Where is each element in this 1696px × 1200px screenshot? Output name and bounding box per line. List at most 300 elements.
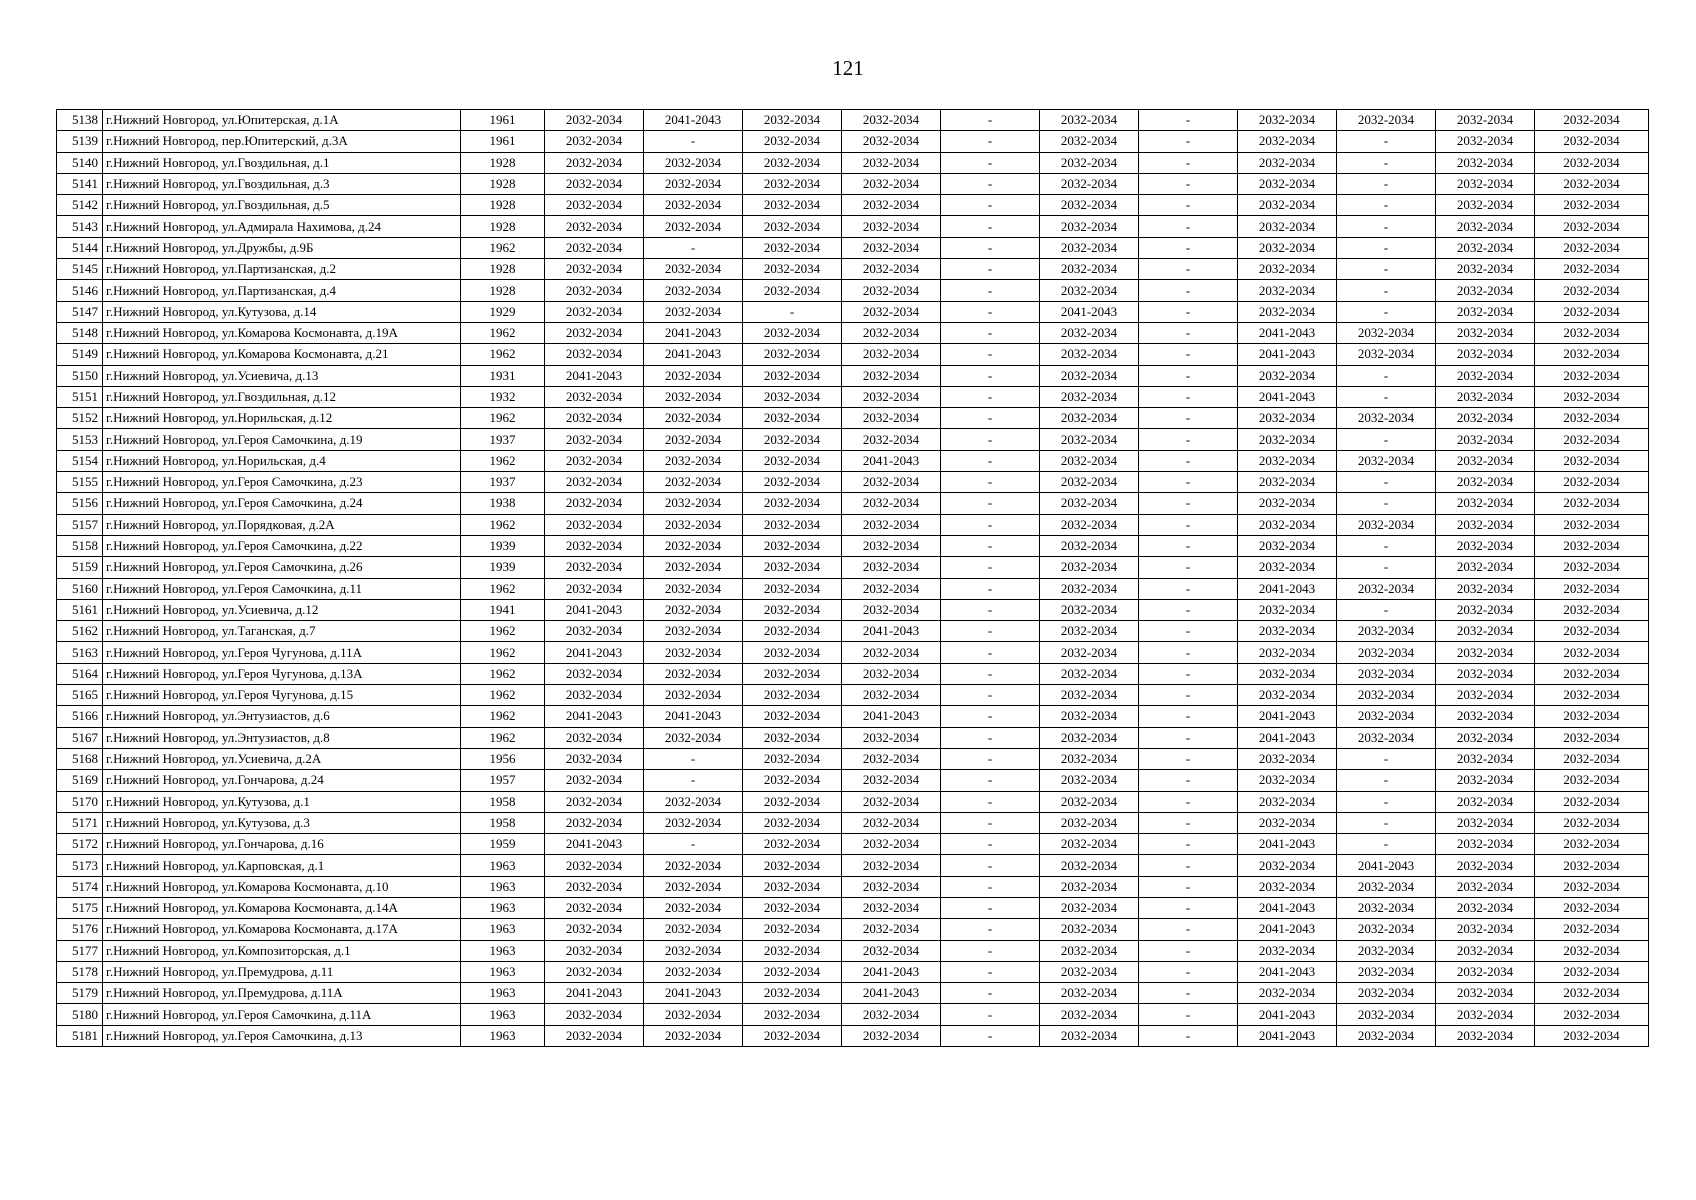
work-period-11: 2032-2034: [1535, 472, 1649, 493]
address-cell: г.Нижний Новгород, ул.Усиевича, д.12: [103, 599, 461, 620]
year-cell: 1956: [461, 748, 545, 769]
work-period-2: 2041-2043: [644, 706, 743, 727]
address-cell: г.Нижний Новгород, ул.Дружбы, д.9Б: [103, 237, 461, 258]
work-period-2: 2032-2034: [644, 493, 743, 514]
work-period-6: 2032-2034: [1040, 450, 1139, 471]
work-period-8: 2032-2034: [1238, 429, 1337, 450]
work-period-9: -: [1337, 131, 1436, 152]
work-period-11: 2032-2034: [1535, 578, 1649, 599]
work-period-4: 2032-2034: [842, 791, 941, 812]
work-period-5: -: [941, 961, 1040, 982]
year-cell: 1961: [461, 110, 545, 131]
work-period-10: 2032-2034: [1436, 195, 1535, 216]
work-period-5: -: [941, 259, 1040, 280]
row-number: 5138: [57, 110, 103, 131]
year-cell: 1928: [461, 280, 545, 301]
work-period-4: 2032-2034: [842, 1025, 941, 1046]
work-period-5: -: [941, 237, 1040, 258]
work-period-7: -: [1139, 322, 1238, 343]
work-period-3: 2032-2034: [743, 983, 842, 1004]
work-period-6: 2032-2034: [1040, 621, 1139, 642]
work-period-10: 2032-2034: [1436, 1025, 1535, 1046]
table-row: [57, 1004, 1649, 1025]
work-period-4: 2041-2043: [842, 621, 941, 642]
work-period-2: 2032-2034: [644, 386, 743, 407]
work-period-2: -: [644, 770, 743, 791]
work-period-11: 2032-2034: [1535, 834, 1649, 855]
work-period-4: 2041-2043: [842, 961, 941, 982]
table-row: [57, 472, 1649, 493]
work-period-3: 2032-2034: [743, 1004, 842, 1025]
work-period-4: 2032-2034: [842, 173, 941, 194]
work-period-6: 2032-2034: [1040, 961, 1139, 982]
work-period-1: 2032-2034: [545, 557, 644, 578]
work-period-6: 2032-2034: [1040, 152, 1139, 173]
work-period-7: -: [1139, 599, 1238, 620]
address-cell: г.Нижний Новгород, ул.Героя Самочкина, д.24: [103, 493, 461, 514]
address-cell: г.Нижний Новгород, ул.Комарова Космонавта, д.14А: [103, 897, 461, 918]
address-cell: г.Нижний Новгород, ул.Героя Самочкина, д.19: [103, 429, 461, 450]
work-period-9: 2032-2034: [1337, 876, 1436, 897]
work-period-2: 2032-2034: [644, 259, 743, 280]
work-period-7: -: [1139, 152, 1238, 173]
work-period-6: 2032-2034: [1040, 599, 1139, 620]
work-period-3: 2032-2034: [743, 685, 842, 706]
work-period-11: 2032-2034: [1535, 386, 1649, 407]
work-period-8: 2032-2034: [1238, 408, 1337, 429]
work-period-1: 2032-2034: [545, 663, 644, 684]
address-cell: г.Нижний Новгород, ул.Героя Самочкина, д.11: [103, 578, 461, 599]
work-period-11: 2032-2034: [1535, 152, 1649, 173]
year-cell: 1963: [461, 876, 545, 897]
work-period-2: 2041-2043: [644, 322, 743, 343]
work-period-7: -: [1139, 557, 1238, 578]
page-number: 121: [832, 56, 864, 80]
work-period-5: -: [941, 876, 1040, 897]
address-cell: г.Нижний Новгород, ул.Усиевича, д.13: [103, 365, 461, 386]
work-period-1: 2032-2034: [545, 173, 644, 194]
address-cell: г.Нижний Новгород, ул.Кутузова, д.3: [103, 812, 461, 833]
table-row: [57, 897, 1649, 918]
work-period-6: 2032-2034: [1040, 685, 1139, 706]
work-period-11: 2032-2034: [1535, 216, 1649, 237]
year-cell: 1963: [461, 1004, 545, 1025]
row-number: 5180: [57, 1004, 103, 1025]
table-row: [57, 834, 1649, 855]
work-period-7: -: [1139, 259, 1238, 280]
work-period-7: -: [1139, 1004, 1238, 1025]
address-cell: г.Нижний Новгород, ул.Юпитерская, д.1А: [103, 110, 461, 131]
work-period-10: 2032-2034: [1436, 621, 1535, 642]
year-cell: 1958: [461, 791, 545, 812]
year-cell: 1962: [461, 578, 545, 599]
work-period-8: 2032-2034: [1238, 599, 1337, 620]
table-row: [57, 280, 1649, 301]
work-period-9: -: [1337, 152, 1436, 173]
row-number: 5173: [57, 855, 103, 876]
work-period-7: -: [1139, 131, 1238, 152]
work-period-7: -: [1139, 855, 1238, 876]
row-number: 5152: [57, 408, 103, 429]
work-period-6: 2032-2034: [1040, 237, 1139, 258]
work-period-7: -: [1139, 493, 1238, 514]
work-period-3: 2032-2034: [743, 472, 842, 493]
work-period-5: -: [941, 535, 1040, 556]
work-period-6: 2032-2034: [1040, 983, 1139, 1004]
work-period-9: -: [1337, 195, 1436, 216]
work-period-10: 2032-2034: [1436, 876, 1535, 897]
work-period-8: 2032-2034: [1238, 514, 1337, 535]
work-period-6: 2032-2034: [1040, 173, 1139, 194]
work-period-5: -: [941, 770, 1040, 791]
work-period-8: 2032-2034: [1238, 131, 1337, 152]
work-period-8: 2041-2043: [1238, 919, 1337, 940]
work-period-2: 2032-2034: [644, 685, 743, 706]
work-period-7: -: [1139, 706, 1238, 727]
work-period-7: -: [1139, 195, 1238, 216]
work-period-8: 2032-2034: [1238, 450, 1337, 471]
row-number: 5153: [57, 429, 103, 450]
work-period-7: -: [1139, 834, 1238, 855]
address-cell: г.Нижний Новгород, ул.Таганская, д.7: [103, 621, 461, 642]
work-period-4: 2032-2034: [842, 259, 941, 280]
work-period-4: 2032-2034: [842, 344, 941, 365]
work-period-4: 2032-2034: [842, 535, 941, 556]
row-number: 5167: [57, 727, 103, 748]
work-period-9: 2032-2034: [1337, 961, 1436, 982]
table-row: [57, 919, 1649, 940]
work-period-4: 2032-2034: [842, 493, 941, 514]
work-period-2: 2032-2034: [644, 280, 743, 301]
work-period-5: -: [941, 855, 1040, 876]
year-cell: 1963: [461, 961, 545, 982]
work-period-3: 2032-2034: [743, 237, 842, 258]
work-period-5: -: [941, 450, 1040, 471]
year-cell: 1959: [461, 834, 545, 855]
work-period-9: -: [1337, 812, 1436, 833]
work-period-11: 2032-2034: [1535, 1025, 1649, 1046]
work-period-9: 2032-2034: [1337, 621, 1436, 642]
work-period-1: 2032-2034: [545, 770, 644, 791]
work-period-4: 2032-2034: [842, 663, 941, 684]
work-period-1: 2032-2034: [545, 152, 644, 173]
work-period-3: 2032-2034: [743, 344, 842, 365]
table-row: [57, 578, 1649, 599]
work-period-1: 2032-2034: [545, 131, 644, 152]
work-period-1: 2032-2034: [545, 535, 644, 556]
work-period-3: 2032-2034: [743, 110, 842, 131]
work-period-4: 2041-2043: [842, 450, 941, 471]
address-cell: г.Нижний Новгород, ул.Кутузова, д.1: [103, 791, 461, 812]
work-period-11: 2032-2034: [1535, 195, 1649, 216]
row-number: 5181: [57, 1025, 103, 1046]
work-period-11: 2032-2034: [1535, 301, 1649, 322]
work-period-8: 2041-2043: [1238, 706, 1337, 727]
work-period-8: 2032-2034: [1238, 301, 1337, 322]
work-period-8: 2032-2034: [1238, 791, 1337, 812]
work-period-9: 2032-2034: [1337, 642, 1436, 663]
work-period-1: 2032-2034: [545, 280, 644, 301]
table-row: [57, 237, 1649, 258]
table-row: [57, 855, 1649, 876]
work-period-5: -: [941, 365, 1040, 386]
row-number: 5159: [57, 557, 103, 578]
address-cell: г.Нижний Новгород, ул.Комарова Космонавта, д.19А: [103, 322, 461, 343]
work-period-5: -: [941, 110, 1040, 131]
work-period-1: 2032-2034: [545, 259, 644, 280]
work-period-2: 2032-2034: [644, 301, 743, 322]
work-period-6: 2032-2034: [1040, 216, 1139, 237]
work-period-1: 2032-2034: [545, 876, 644, 897]
work-period-5: -: [941, 152, 1040, 173]
work-period-5: -: [941, 599, 1040, 620]
work-period-11: 2032-2034: [1535, 940, 1649, 961]
table-row: [57, 301, 1649, 322]
work-period-9: -: [1337, 791, 1436, 812]
work-period-4: 2032-2034: [842, 727, 941, 748]
work-period-7: -: [1139, 940, 1238, 961]
work-period-9: 2032-2034: [1337, 940, 1436, 961]
work-period-2: -: [644, 834, 743, 855]
work-period-2: 2032-2034: [644, 791, 743, 812]
table-row: [57, 663, 1649, 684]
work-period-8: 2041-2043: [1238, 386, 1337, 407]
work-period-9: 2032-2034: [1337, 1004, 1436, 1025]
work-period-9: -: [1337, 301, 1436, 322]
work-period-3: 2032-2034: [743, 642, 842, 663]
work-period-2: 2032-2034: [644, 173, 743, 194]
work-period-9: 2032-2034: [1337, 727, 1436, 748]
address-cell: г.Нижний Новгород, пер.Юпитерский, д.3А: [103, 131, 461, 152]
year-cell: 1963: [461, 983, 545, 1004]
work-period-10: 2032-2034: [1436, 152, 1535, 173]
work-period-7: -: [1139, 621, 1238, 642]
work-period-4: 2032-2034: [842, 599, 941, 620]
work-period-5: -: [941, 429, 1040, 450]
work-period-4: 2032-2034: [842, 237, 941, 258]
work-period-11: 2032-2034: [1535, 450, 1649, 471]
work-period-6: 2032-2034: [1040, 727, 1139, 748]
row-number: 5147: [57, 301, 103, 322]
work-period-10: 2032-2034: [1436, 812, 1535, 833]
work-period-1: 2032-2034: [545, 919, 644, 940]
work-period-8: 2041-2043: [1238, 1025, 1337, 1046]
work-period-8: 2032-2034: [1238, 621, 1337, 642]
table-row: [57, 642, 1649, 663]
work-period-3: 2032-2034: [743, 621, 842, 642]
work-period-6: 2032-2034: [1040, 855, 1139, 876]
work-period-5: -: [941, 301, 1040, 322]
work-period-9: 2032-2034: [1337, 919, 1436, 940]
work-period-11: 2032-2034: [1535, 535, 1649, 556]
work-period-11: 2032-2034: [1535, 706, 1649, 727]
work-period-2: 2032-2034: [644, 152, 743, 173]
work-period-11: 2032-2034: [1535, 557, 1649, 578]
work-period-5: -: [941, 621, 1040, 642]
work-period-3: 2032-2034: [743, 131, 842, 152]
work-period-9: -: [1337, 280, 1436, 301]
work-period-10: 2032-2034: [1436, 897, 1535, 918]
work-period-7: -: [1139, 216, 1238, 237]
work-period-5: -: [941, 173, 1040, 194]
work-period-4: 2032-2034: [842, 557, 941, 578]
work-period-5: -: [941, 663, 1040, 684]
row-number: 5164: [57, 663, 103, 684]
address-cell: г.Нижний Новгород, ул.Адмирала Нахимова, д.24: [103, 216, 461, 237]
work-period-1: 2032-2034: [545, 472, 644, 493]
work-period-10: 2032-2034: [1436, 599, 1535, 620]
row-number: 5157: [57, 514, 103, 535]
work-period-1: 2032-2034: [545, 450, 644, 471]
table-row: [57, 344, 1649, 365]
work-period-5: -: [941, 386, 1040, 407]
work-period-4: 2032-2034: [842, 429, 941, 450]
work-period-5: -: [941, 727, 1040, 748]
work-period-10: 2032-2034: [1436, 1004, 1535, 1025]
address-cell: г.Нижний Новгород, ул.Героя Чугунова, д.13А: [103, 663, 461, 684]
work-period-6: 2032-2034: [1040, 280, 1139, 301]
work-period-1: 2032-2034: [545, 961, 644, 982]
work-period-9: -: [1337, 259, 1436, 280]
work-period-7: -: [1139, 642, 1238, 663]
row-number: 5176: [57, 919, 103, 940]
work-period-8: 2041-2043: [1238, 578, 1337, 599]
work-period-9: 2032-2034: [1337, 110, 1436, 131]
work-period-3: 2032-2034: [743, 834, 842, 855]
work-period-3: 2032-2034: [743, 812, 842, 833]
work-period-4: 2032-2034: [842, 152, 941, 173]
work-period-4: 2041-2043: [842, 983, 941, 1004]
table-row: [57, 322, 1649, 343]
work-period-8: 2032-2034: [1238, 642, 1337, 663]
work-period-1: 2032-2034: [545, 1004, 644, 1025]
table-row: [57, 685, 1649, 706]
work-period-1: 2032-2034: [545, 301, 644, 322]
work-period-10: 2032-2034: [1436, 748, 1535, 769]
work-period-2: 2032-2034: [644, 195, 743, 216]
work-period-7: -: [1139, 812, 1238, 833]
work-period-8: 2032-2034: [1238, 535, 1337, 556]
address-cell: г.Нижний Новгород, ул.Героя Чугунова, д.15: [103, 685, 461, 706]
work-period-7: -: [1139, 535, 1238, 556]
row-number: 5150: [57, 365, 103, 386]
work-period-10: 2032-2034: [1436, 727, 1535, 748]
year-cell: 1962: [461, 642, 545, 663]
work-period-1: 2032-2034: [545, 621, 644, 642]
work-period-6: 2032-2034: [1040, 642, 1139, 663]
work-period-10: 2032-2034: [1436, 940, 1535, 961]
work-period-9: 2032-2034: [1337, 450, 1436, 471]
year-cell: 1963: [461, 919, 545, 940]
row-number: 5162: [57, 621, 103, 642]
work-period-4: 2032-2034: [842, 578, 941, 599]
work-period-2: 2032-2034: [644, 1025, 743, 1046]
work-period-2: 2032-2034: [644, 621, 743, 642]
work-period-8: 2032-2034: [1238, 472, 1337, 493]
work-period-3: 2032-2034: [743, 429, 842, 450]
work-period-11: 2032-2034: [1535, 429, 1649, 450]
work-period-11: 2032-2034: [1535, 259, 1649, 280]
work-period-6: 2032-2034: [1040, 259, 1139, 280]
year-cell: 1962: [461, 727, 545, 748]
work-period-10: 2032-2034: [1436, 344, 1535, 365]
work-period-4: 2032-2034: [842, 216, 941, 237]
work-period-4: 2032-2034: [842, 685, 941, 706]
work-period-7: -: [1139, 983, 1238, 1004]
table-row: [57, 961, 1649, 982]
work-period-7: -: [1139, 1025, 1238, 1046]
work-period-4: 2032-2034: [842, 386, 941, 407]
row-number: 5140: [57, 152, 103, 173]
work-period-3: 2032-2034: [743, 365, 842, 386]
table-row: [57, 493, 1649, 514]
work-period-7: -: [1139, 578, 1238, 599]
table-row: [57, 408, 1649, 429]
row-number: 5148: [57, 322, 103, 343]
work-period-5: -: [941, 748, 1040, 769]
address-cell: г.Нижний Новгород, ул.Норильская, д.12: [103, 408, 461, 429]
address-cell: г.Нижний Новгород, ул.Героя Самочкина, д.13: [103, 1025, 461, 1046]
table-row: [57, 876, 1649, 897]
work-period-1: 2032-2034: [545, 578, 644, 599]
work-period-6: 2032-2034: [1040, 408, 1139, 429]
table-row: [57, 152, 1649, 173]
address-cell: г.Нижний Новгород, ул.Порядковая, д.2А: [103, 514, 461, 535]
row-number: 5156: [57, 493, 103, 514]
table-row: [57, 195, 1649, 216]
work-period-1: 2032-2034: [545, 897, 644, 918]
work-period-8: 2032-2034: [1238, 685, 1337, 706]
address-cell: г.Нижний Новгород, ул.Партизанская, д.2: [103, 259, 461, 280]
address-cell: г.Нижний Новгород, ул.Кутузова, д.14: [103, 301, 461, 322]
work-period-9: 2032-2034: [1337, 706, 1436, 727]
address-cell: г.Нижний Новгород, ул.Героя Самочкина, д.23: [103, 472, 461, 493]
work-period-2: 2032-2034: [644, 514, 743, 535]
work-period-7: -: [1139, 748, 1238, 769]
work-period-2: 2032-2034: [644, 450, 743, 471]
work-period-8: 2032-2034: [1238, 280, 1337, 301]
year-cell: 1937: [461, 472, 545, 493]
work-period-11: 2032-2034: [1535, 642, 1649, 663]
work-period-8: 2032-2034: [1238, 493, 1337, 514]
work-period-3: 2032-2034: [743, 663, 842, 684]
work-period-11: 2032-2034: [1535, 919, 1649, 940]
work-period-8: 2032-2034: [1238, 173, 1337, 194]
table-row: [57, 812, 1649, 833]
work-period-5: -: [941, 408, 1040, 429]
work-period-1: 2032-2034: [545, 493, 644, 514]
work-period-9: -: [1337, 535, 1436, 556]
work-period-11: 2032-2034: [1535, 812, 1649, 833]
work-period-10: 2032-2034: [1436, 365, 1535, 386]
address-cell: г.Нижний Новгород, ул.Премудрова, д.11: [103, 961, 461, 982]
work-period-3: 2032-2034: [743, 557, 842, 578]
work-period-10: 2032-2034: [1436, 301, 1535, 322]
work-period-10: 2032-2034: [1436, 322, 1535, 343]
work-period-9: 2032-2034: [1337, 983, 1436, 1004]
work-period-6: 2032-2034: [1040, 834, 1139, 855]
year-cell: 1939: [461, 557, 545, 578]
row-number: 5145: [57, 259, 103, 280]
work-period-2: 2032-2034: [644, 408, 743, 429]
work-period-2: 2032-2034: [644, 727, 743, 748]
table-row: [57, 535, 1649, 556]
work-period-4: 2032-2034: [842, 131, 941, 152]
work-period-2: 2032-2034: [644, 876, 743, 897]
work-period-7: -: [1139, 791, 1238, 812]
row-number: 5172: [57, 834, 103, 855]
work-period-8: 2032-2034: [1238, 770, 1337, 791]
